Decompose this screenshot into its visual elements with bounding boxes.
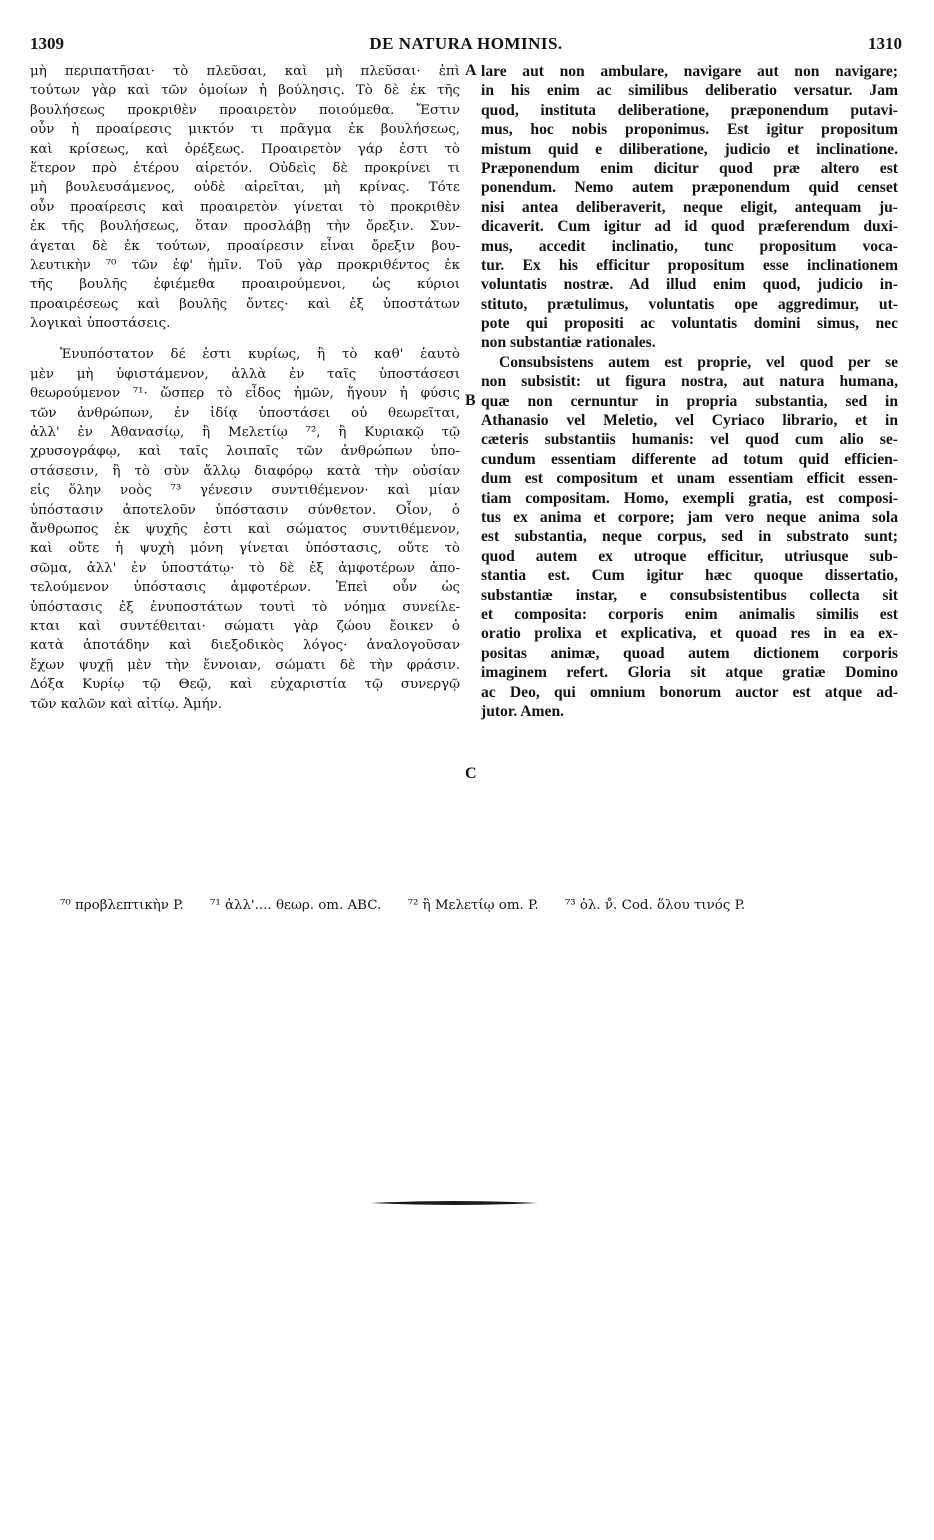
text-line: κατὰ ἀποτάδην καὶ διεξοδικὸς λόγος· ἀναλογοῦσαν <box>30 638 460 654</box>
text-line: mus, hoc nobis proponimus. Est igitur propositum <box>481 121 898 139</box>
column-number-left: 1309 <box>30 34 64 53</box>
text-line: καὶ οὔτε ἡ ψυχὴ μόνη γίνεται ὑπόστασις, οὔτε τὸ <box>30 541 460 557</box>
text-line: σῶμα, ἀλλ' ἐν ὑποστάτῳ· τὸ δὲ ἐξ ἀμφοτέρων ἀπο- <box>30 560 460 576</box>
latin-paragraph-1 <box>481 62 898 353</box>
text-line: ἐκ τῆς βουλήσεως, ὅταν προσλάβῃ τὴν ὄρεξιν. Συν- <box>30 219 460 235</box>
text-line: jutor. Amen. <box>481 702 565 720</box>
text-line: dum est compositum et unam essentiam efficit essen- <box>481 470 898 488</box>
text-line: oratio prolixa et explicativa, et quoad res in ea ex- <box>481 625 898 643</box>
text-line: tiam compositam. Homo, exempli gratia, est composi- <box>481 489 898 507</box>
text-line: Δόξα Κυρίῳ τῷ Θεῷ, καὶ εὐχαριστία τῷ συνεργῷ <box>30 677 460 693</box>
text-line: θεωρούμενον ⁷¹· ὥσπερ τὸ εἶδος ἡμῶν, ἤγουν ἡ φύσις <box>30 386 460 402</box>
text-line: ἄνθρωπος ἐκ ψυχῆς ἐστι καὶ σώματος συντιθέμενον, <box>30 521 460 537</box>
text-line: stituto, prætulimus, voluntatis ope aggredimur, ut- <box>481 295 898 313</box>
text-line: positas animæ, quoad autem dictionem corporis <box>481 644 898 662</box>
text-line: κται καὶ συντέθειται· σώματι γὰρ ζώου ἔοικεν ὁ <box>30 618 460 634</box>
text-line: καὶ κρίσεως, καὶ ὀρέξεως. Προαιρετὸν γάρ ἐστι τὸ <box>30 141 460 157</box>
text-line: Athanasio vel Meletio, vel Cyriaco librario, et in <box>481 412 898 430</box>
text-line: in his enim ac similibus deliberatio versatur. Jam <box>481 82 898 100</box>
text-line: dicaverit. Cum igitur ad id quod præferendum duxi- <box>481 218 898 236</box>
text-line: μὲν μὴ ὑφιστάμενον, ἀλλὰ ἐν ταῖς ὑποστάσεσι <box>30 366 460 382</box>
text-line: quod autem ex utroque efficitur, utriusque sub- <box>481 547 898 565</box>
text-line: substantiæ instar, e consubsistentibus collecta sit <box>481 586 898 604</box>
running-title: DE NATURA HOMINIS. <box>369 34 563 53</box>
footnote-73: ⁷³ ὁλ. ν̊. Cod. ὅλου τινός P. <box>564 898 746 913</box>
text-line: εἰς ὅλην νοὸς ⁷³ γένεσιν συντιθέμενον· καὶ μίαν <box>30 483 460 499</box>
text-line: Consubsistens autem est proprie, vel quod per se <box>499 353 898 371</box>
text-line: tus ex anima et corpore; jam vero neque anima sola <box>481 508 898 526</box>
text-line: τῶν ἀνθρώπων, ἐν ἰδίᾳ ὑποστάσει οὐ θεωρεῖται, <box>30 405 460 421</box>
text-line: οὖν προαίρεσις καὶ προαιρετὸν γίνεται τὸ προκριθὲν <box>30 199 460 215</box>
text-line: στάσεσιν, ἢ τὸ σὺν ἄλλῳ διαφόρῳ κατὰ τὴν οὐσίαν <box>30 463 460 479</box>
paragraph-gap <box>30 333 460 345</box>
footnote-72: ⁷² ἢ Μελετίῳ om. P. <box>407 898 539 913</box>
text-line: non subsistit: ut figura nostra, aut natura humana, <box>481 373 898 391</box>
text-line: ὑπόστασιν ἀποτελοῦν ὑπόστασιν σύνθετον. Οἷον, ὁ <box>30 502 460 518</box>
text-line: λογικαὶ ὑποστάσεις. <box>30 316 171 332</box>
text-line: mistum quid e diliberatione, judicio et inclinatione. <box>481 140 898 158</box>
text-line: οὖν ἡ προαίρεσις μικτόν τι πρᾶγμα ἐκ βουλήσεως, <box>30 122 460 138</box>
text-line: cæteris substantiis humanis: vel quod cum alio se- <box>481 431 898 449</box>
latin-paragraph-2 <box>481 353 898 721</box>
text-line: stantia est. Cum igitur hæc quoque dissertatio, <box>481 567 898 585</box>
text-line: est substantia, neque corpus, sed in substrato sunt; <box>481 528 898 546</box>
greek-paragraph-1 <box>30 62 460 333</box>
margin-letter-c: C <box>465 765 477 782</box>
text-line: τούτων γὰρ καὶ τῶν ὁμοίων ἡ βούλησις. Τὸ δὲ ἐκ τῆς <box>30 83 460 99</box>
footnote-70: ⁷⁰ προβλεπτικὴν P. <box>60 898 184 913</box>
text-line: tur. Ex his efficitur propositum esse inclinationem <box>481 256 898 274</box>
text-line: cundum essentiam differente ad totum quid efficien- <box>481 450 898 468</box>
latin-text-column <box>481 62 898 721</box>
text-line: non substantiæ rationales. <box>481 334 656 352</box>
margin-letter-b: B <box>465 392 476 409</box>
text-line: Præponendum enim dicitur quod præ altero est <box>481 159 898 177</box>
text-line: μὴ βουλευσάμενος, οὐδὲ αἱρεῖται, μὴ κρίνας. Τότε <box>30 180 460 196</box>
footnote-71: ⁷¹ ἀλλ'.... θεωρ. om. ABC. <box>209 898 382 913</box>
text-line: ἔχων ψυχῇ μὲν τὴν ἔννοιαν, σώματι δὲ τὴν φράσιν. <box>30 657 460 673</box>
text-line: imaginem refert. Gloria sit atque gratiæ Domino <box>481 664 898 682</box>
running-header <box>30 34 902 58</box>
greek-text-column <box>30 62 460 714</box>
text-line: άγεται δὲ ἐκ τούτων, προαίρεσιν εἶναι ὄρεξιν βου- <box>30 238 460 254</box>
text-line: μὴ περιπατῆσαι· τὸ πλεῦσαι, καὶ μὴ πλεῦσαι· ἐπὶ <box>30 64 460 79</box>
text-line: ponendum. Nemo autem præponendum quid censet <box>481 179 898 197</box>
text-line: ὑπόστασις ἐξ ἐνυποστάτων τουτὶ τὸ νόημα συνείλε- <box>30 599 460 615</box>
text-line: τῶν καλῶν καὶ αἰτίῳ. Ἀμήν. <box>30 696 223 712</box>
text-line: mus, accedit inclinatio, tunc propositum voca- <box>481 237 898 255</box>
text-line: χρυσογράφῳ, καὶ ταῖς λοιπαῖς τῶν ἀνθρώπων ὑπο- <box>30 444 460 460</box>
text-line: lare aut non ambulare, navigare aut non navigare; <box>481 63 898 80</box>
text-line: ac Deo, qui omnium bonorum auctor est atque ad- <box>481 683 898 701</box>
column-number-right: 1310 <box>868 34 902 53</box>
text-line: pote qui propositi ac voluntatis domini simus, nec <box>481 315 898 333</box>
closing-ornament-icon <box>370 1199 538 1207</box>
text-line: τελούμενον ὑπόστασις ἀμφοτέρων. Ἐπεὶ οὖν ὡς <box>30 580 460 596</box>
text-line: λευτικὴν ⁷⁰ τῶν ἐφ' ἡμῖν. Τοῦ γὰρ προκριθέντος ἐκ <box>30 257 460 273</box>
text-line: Ἐνυπόστατον δέ ἐστι κυρίως, ἢ τὸ καθ' ἑαυτὸ <box>60 347 460 363</box>
margin-letter-a: A <box>465 62 477 79</box>
greek-paragraph-2 <box>30 345 460 713</box>
text-line: προαιρέσεως καὶ βουλῆς ὄντες· καὶ ἐξ ὑποστάτων <box>30 296 460 312</box>
text-line: ἕτερον πρὸ ἑτέρου αἱρετόν. Οὐδεὶς δὲ προκρίνει τι <box>30 160 460 176</box>
footnotes <box>60 898 894 920</box>
text-line: quæ non cernuntur in propria substantia, sed in <box>481 392 898 410</box>
text-line: quod, instituta deliberatione, præponendum putavi- <box>481 101 898 119</box>
text-line: τῆς βουλῆς ἐφιέμεθα προαιρούμενοι, ὡς κύριοι <box>30 277 460 293</box>
text-line: voluntatis nostræ. Ad illud enim quod, judicio in- <box>481 276 898 294</box>
text-line: nisi antea deliberaverit, neque eligit, antequam ju- <box>481 198 898 216</box>
text-line: βουλήσεως προκριθὲν προαιρετὸν ποιούμεθα. Ἔστιν <box>30 102 460 118</box>
text-line: ἀλλ' ἐν Ἀθανασίῳ, ἢ Μελετίῳ ⁷², ἢ Κυριακῷ τῷ <box>30 425 460 441</box>
text-line: et composita: corporis enim animalis similis est <box>481 605 898 623</box>
